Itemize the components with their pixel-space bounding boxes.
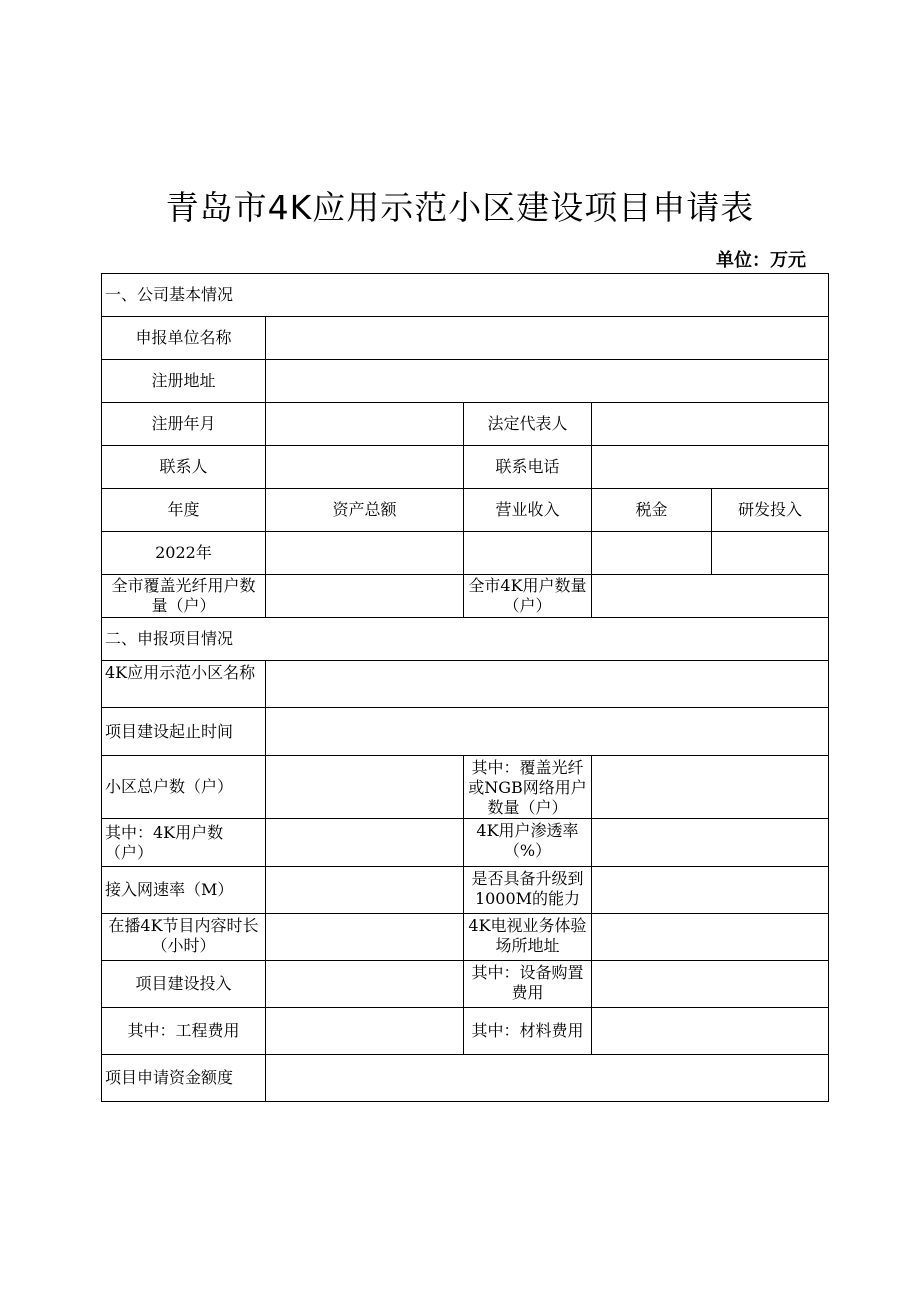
community-name-label: 4K应用示范小区名称 <box>102 661 266 708</box>
community-name-field[interactable] <box>266 661 829 708</box>
contact-label: 联系人 <box>102 446 266 489</box>
city-4k-users-label: 全市4K用户数量（户） <box>464 575 592 618</box>
tv-experience-address-field[interactable] <box>592 914 829 961</box>
4k-content-hours-field[interactable] <box>266 914 464 961</box>
revenue-field[interactable] <box>464 532 592 575</box>
application-form-table <box>101 273 829 1102</box>
4k-content-hours-label: 在播4K节目内容时长（小时） <box>102 914 266 961</box>
upgrade-1000m-label: 是否具备升级到1000M的能力 <box>464 867 592 914</box>
4k-penetration-field[interactable] <box>592 819 829 867</box>
year-label: 2022年 <box>102 532 266 575</box>
equipment-cost-field[interactable] <box>592 961 829 1008</box>
construction-investment-label: 项目建设投入 <box>102 961 266 1008</box>
registered-address-field[interactable] <box>266 360 829 403</box>
fiber-users-label: 全市覆盖光纤用户数量（户） <box>102 575 266 618</box>
finance-header-assets: 资产总额 <box>266 489 464 532</box>
requested-funding-field[interactable] <box>266 1055 829 1102</box>
page-title: 青岛市4K应用示范小区建设项目申请表 <box>165 188 755 227</box>
construction-investment-field[interactable] <box>266 961 464 1008</box>
4k-households-field[interactable] <box>266 819 464 867</box>
section2-heading: 二、申报项目情况 <box>102 618 829 661</box>
finance-header-rnd: 研发投入 <box>712 489 829 532</box>
registered-date-label: 注册年月 <box>102 403 266 446</box>
finance-header-revenue: 营业收入 <box>464 489 592 532</box>
4k-penetration-label: 4K用户渗透率（%） <box>464 819 592 867</box>
finance-header-tax: 税金 <box>592 489 712 532</box>
rnd-field[interactable] <box>712 532 829 575</box>
total-households-field[interactable] <box>266 756 464 819</box>
contact-field[interactable] <box>266 446 464 489</box>
contact-phone-field[interactable] <box>592 446 829 489</box>
unit-label: 单位：万元 <box>716 250 806 271</box>
finance-header-year: 年度 <box>102 489 266 532</box>
tv-experience-address-label: 4K电视业务体验场所地址 <box>464 914 592 961</box>
fiber-ngb-users-field[interactable] <box>592 756 829 819</box>
legal-rep-label: 法定代表人 <box>464 403 592 446</box>
registered-date-field[interactable] <box>266 403 464 446</box>
fiber-ngb-users-label: 其中：覆盖光纤或NGB网络用户数量（户） <box>464 756 592 819</box>
construction-period-label: 项目建设起止时间 <box>102 708 266 756</box>
applicant-name-field[interactable] <box>266 317 829 360</box>
upgrade-1000m-field[interactable] <box>592 867 829 914</box>
engineering-cost-label: 其中：工程费用 <box>102 1008 266 1055</box>
section1-heading: 一、公司基本情况 <box>102 274 829 317</box>
applicant-name-label: 申报单位名称 <box>102 317 266 360</box>
engineering-cost-field[interactable] <box>266 1008 464 1055</box>
construction-period-field[interactable] <box>266 708 829 756</box>
access-speed-field[interactable] <box>266 867 464 914</box>
requested-funding-label: 项目申请资金额度 <box>102 1055 266 1102</box>
material-cost-field[interactable] <box>592 1008 829 1055</box>
material-cost-label: 其中：材料费用 <box>464 1008 592 1055</box>
contact-phone-label: 联系电话 <box>464 446 592 489</box>
fiber-users-field[interactable] <box>266 575 464 618</box>
4k-households-label: 其中：4K用户数（户） <box>102 819 266 867</box>
assets-field[interactable] <box>266 532 464 575</box>
total-households-label: 小区总户数（户） <box>102 756 266 819</box>
registered-address-label: 注册地址 <box>102 360 266 403</box>
tax-field[interactable] <box>592 532 712 575</box>
legal-rep-field[interactable] <box>592 403 829 446</box>
equipment-cost-label: 其中：设备购置费用 <box>464 961 592 1008</box>
city-4k-users-field[interactable] <box>592 575 829 618</box>
access-speed-label: 接入网速率（M） <box>102 867 266 914</box>
